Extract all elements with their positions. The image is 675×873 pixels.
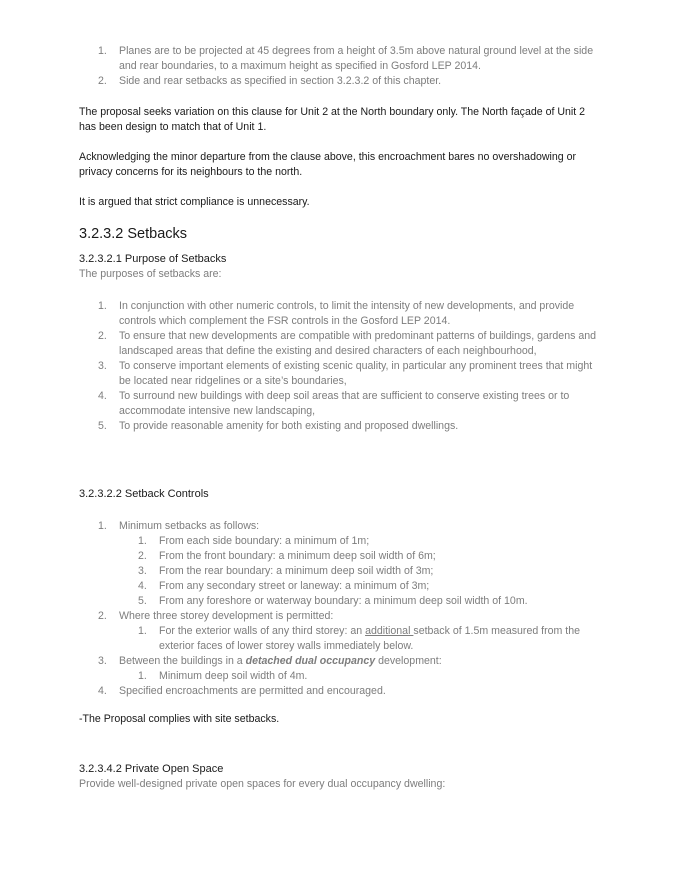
three-storey-sublist: [119, 624, 599, 654]
setback-sublist: [119, 534, 599, 609]
list-item: 1. Minimum deep soil width of 4m.: [138, 670, 308, 682]
list-item: 1. From each side boundary: a minimum of 1m;: [138, 535, 370, 547]
list-item: 2. Side and rear setbacks as specified in section 3.2.3.2 of this chapter.: [98, 75, 442, 87]
dual-occupancy-sublist: [119, 669, 599, 684]
list-item: 3. Between the buildings in a detached dual occupancy development: 1. Minimum deep soil width of 4m.: [79, 654, 599, 684]
list-item: 2. To ensure that new developments are compatible with predominant patterns of buildings, gardens and landscaped areas that define the existing and desired characters of each neighbourhood,: [98, 330, 597, 357]
underlined-additional: additional: [365, 625, 414, 637]
paragraph-compliance-argument: It is argued that strict compliance is unnecessary.: [79, 196, 310, 208]
purpose-list: [79, 299, 599, 434]
list-item: 1. For the exterior walls of any third storey: an additional setback of 1.5m measured from the exterior faces of lower storey walls immediately below.: [138, 625, 581, 652]
paragraph-encroachment: Acknowledging the minor departure from the clause above, this encroachment bares no overshadowing or privacy concerns for its neighbours to the north.: [79, 151, 577, 178]
list-item: 1. In conjunction with other numeric controls, to limit the intensity of new developments, and provide controls which complement the FSR controls in the Gosford LEP 2014.: [98, 300, 575, 327]
heading-setbacks: 3.2.3.2 Setbacks: [79, 226, 188, 242]
list-item: 3. To conserve important elements of existing scenic quality, in particular any prominent trees that might be located near ridgelines or a site’s boundaries,: [98, 360, 593, 387]
list-item: 4. From any secondary street or laneway: a minimum of 3m;: [138, 580, 430, 592]
emphasis-detached-dual-occupancy: detached dual occupancy: [245, 655, 376, 667]
controls-list: [79, 519, 599, 699]
paragraph-variation: The proposal seeks variation on this clause for Unit 2 at the North boundary only. The North façade of Unit 2 has been design to match that of Unit 1.: [79, 106, 586, 133]
list-item: 1. Planes are to be projected at 45 degrees from a height of 3.5m above natural ground level at the side and rear boundaries, to a maximum height as specified in Gosford LEP 2014.: [98, 45, 594, 72]
purpose-intro: The purposes of setbacks are:: [79, 268, 222, 280]
heading-purpose-of-setbacks: 3.2.3.2.1 Purpose of Setbacks: [79, 253, 227, 265]
heading-setback-controls: 3.2.3.2.2 Setback Controls: [79, 488, 209, 500]
list-item: 4. Specified encroachments are permitted and encouraged.: [98, 685, 386, 697]
list-item: 1. Minimum setbacks as follows: 1. From each side boundary: a minimum of 1m; 2. From the front boundary: a minimum deep soil width of 6m; 3. From the rear boundary: a minimum deep soil width of 3m; 4. From any secondary street or laneway: a minimum of 3m; 5. From any foreshore or waterway boundary: a minimum deep soil width of 10m.: [79, 519, 599, 609]
open-space-text: Provide well-designed private open spaces for every dual occupancy dwelling:: [79, 778, 446, 790]
top-list: [79, 44, 599, 89]
list-item: 2. Where three storey development is permitted: 1. For the exterior walls of any third storey: an additional setback of 1.5m measured from the exterior faces of lower storey walls immediately below.: [79, 609, 599, 654]
heading-private-open-space: 3.2.3.4.2 Private Open Space: [79, 763, 224, 775]
list-item: 2. From the front boundary: a minimum deep soil width of 6m;: [138, 550, 436, 562]
list-item: 5. From any foreshore or waterway boundary: a minimum deep soil width of 10m.: [138, 595, 528, 607]
list-item: 5. To provide reasonable amenity for both existing and proposed dwellings.: [98, 420, 459, 432]
list-item: 3. From the rear boundary: a minimum deep soil width of 3m;: [138, 565, 434, 577]
list-item: 4. To surround new buildings with deep soil areas that are sufficient to conserve existing trees or to accommodate intensive new landscaping,: [98, 390, 570, 417]
compliance-statement: -The Proposal complies with site setbacks.: [79, 713, 280, 725]
